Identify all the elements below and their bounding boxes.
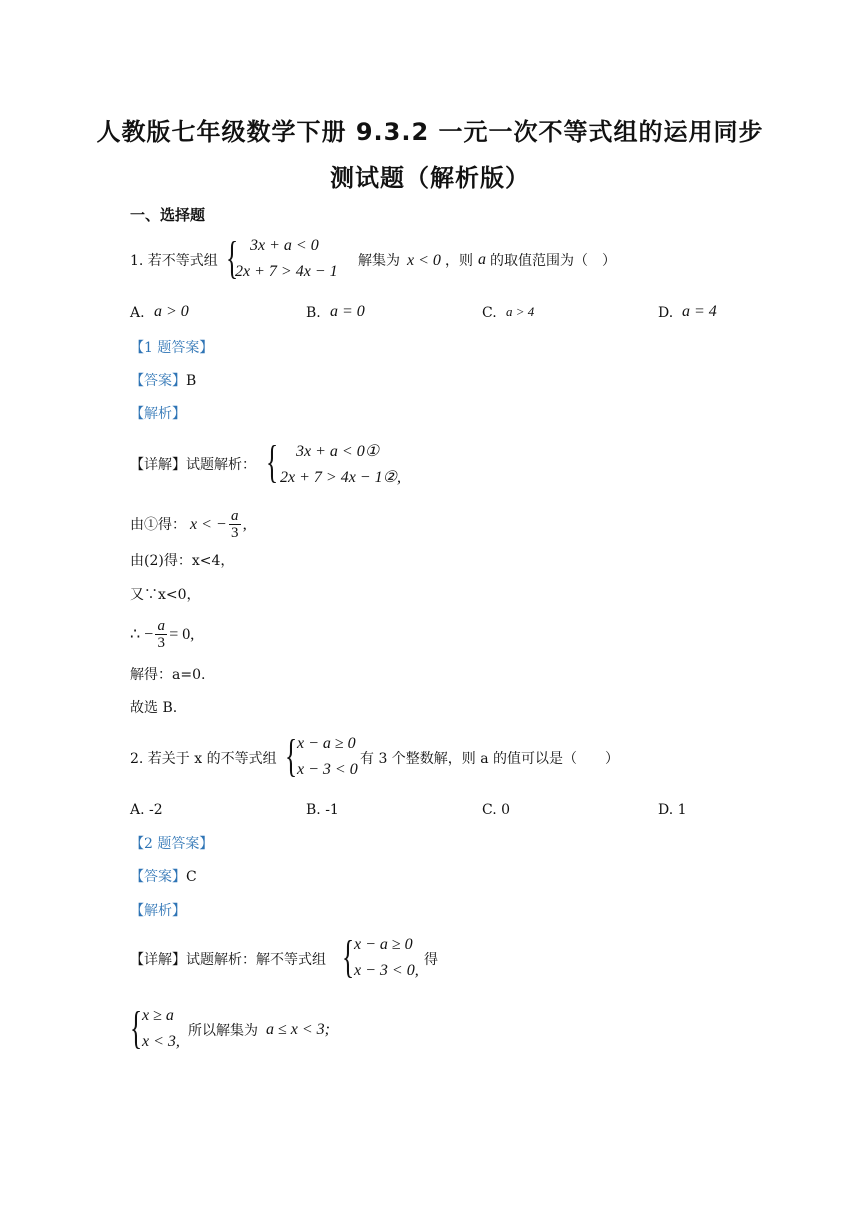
q2-analysis-tag: 【解析】: [130, 903, 186, 919]
q1-option-d-label: D.: [658, 305, 674, 321]
q2-sys-line1: x − a ≥ 0: [297, 735, 356, 752]
q2-answer-line: [130, 866, 197, 886]
q1-option-b-label: B.: [306, 305, 321, 321]
q1-option-c-value: a > 4: [506, 304, 535, 319]
q1-step3: 又∵x<0，: [130, 587, 201, 603]
q2-detail-brace: {: [342, 931, 355, 982]
q2-brace: {: [285, 730, 298, 781]
q2-option-d: [658, 800, 687, 820]
q1-step1-num: a: [230, 508, 239, 524]
q2-detail-tag: 【详解】: [130, 952, 186, 968]
q1-option-d-value: a = 4: [682, 303, 717, 320]
q1-mid2: ，则: [445, 253, 473, 269]
q2-result-sys1: x ≥ a: [142, 1007, 174, 1024]
q1-sys-line2: 2x + 7 > 4x − 1: [235, 263, 338, 280]
q1-detail-brace: {: [266, 436, 279, 487]
q2-detail-tail: 得: [424, 952, 438, 968]
q1-step1: [130, 508, 247, 541]
q1-step1-den: 3: [230, 525, 239, 541]
q1-option-a-label: A.: [130, 305, 145, 321]
q2-answer-value: C: [186, 869, 197, 885]
q1-step6: 故选 B.: [130, 700, 178, 716]
section-heading: 一、选择题: [130, 206, 206, 224]
q1-cond: x < 0: [407, 252, 441, 269]
q1-step4-rhs: = 0,: [169, 625, 195, 643]
q2-prefix: 2. 若关于 x 的不等式组: [130, 751, 277, 767]
q1-step1-tail: ,: [242, 515, 247, 533]
q2-option-a-value: -2: [149, 802, 163, 818]
q1-option-a-value: a > 0: [154, 303, 189, 320]
q2-option-b: [306, 800, 339, 820]
q1-step1-text: 由①得：: [130, 516, 186, 533]
q1-detail-sys2: 2x + 7 > 4x − 1②,: [280, 469, 401, 486]
q1-step4-fraction: [155, 618, 167, 651]
q1-brace: {: [226, 232, 239, 283]
q2-answer-header: 【2 题答案】: [130, 836, 214, 852]
q1-step4-num: a: [157, 618, 165, 634]
q1-suffix: 的取值范围为（ ）: [490, 253, 616, 269]
q1-option-c-label: C.: [482, 305, 497, 321]
q1-step1-fraction: [229, 508, 241, 541]
q1-answer-line: [130, 370, 196, 390]
q2-option-d-value: 1: [677, 802, 687, 818]
q2-detail-sys2: x − 3 < 0,: [354, 962, 419, 979]
q1-step1-lhs: x < −: [190, 515, 227, 533]
q2-result-math: a ≤ x < 3;: [266, 1021, 331, 1038]
q2-sys-line2: x − 3 < 0: [297, 761, 358, 778]
document-title-line2: 测试题（解析版）: [330, 164, 530, 192]
q1-step4: [130, 618, 194, 651]
q2-suffix: 有 3 个整数解，则 a 的值可以是（ ）: [360, 751, 620, 767]
q2-option-a: [130, 800, 163, 820]
document-title-line1: 人教版七年级数学下册 9.3.2 一元一次不等式组的运用同步: [96, 118, 764, 146]
q2-option-a-label: A.: [130, 802, 145, 818]
q1-var: a: [478, 251, 486, 268]
q1-step4-den: 3: [157, 635, 165, 651]
q2-detail-sys1: x − a ≥ 0: [354, 936, 413, 953]
q2-option-c-label: C.: [482, 802, 497, 818]
q2-detail-line: [130, 950, 326, 970]
q1-prefix: 1. 若不等式组: [130, 253, 218, 269]
q1-step2: 由(2)得：x<4，: [130, 553, 235, 569]
q1-step5: 解得：a=0.: [130, 667, 206, 683]
q2-option-b-label: B.: [306, 802, 321, 818]
q2-result-text: 所以解集为: [188, 1023, 258, 1039]
q2-option-c-value: 0: [501, 802, 511, 818]
q1-answer-tag: 【答案】: [130, 373, 186, 389]
q1-detail-text: 试题解析：: [186, 457, 256, 473]
q2-detail-text: 试题解析：解不等式组: [186, 952, 326, 968]
q1-detail-sys1: 3x + a < 0①: [296, 443, 380, 460]
q1-step4-lhs: ∴ −: [130, 625, 154, 643]
q2-option-d-label: D.: [658, 802, 674, 818]
q1-option-b-value: a = 0: [330, 303, 365, 320]
q1-detail-line: [130, 455, 256, 475]
q1-sys-line1: 3x + a < 0: [250, 237, 319, 254]
q2-answer-tag: 【答案】: [130, 869, 186, 885]
q1-analysis-tag: 【解析】: [130, 406, 186, 422]
q2-result-brace: {: [130, 1002, 143, 1053]
q2-option-b-value: -1: [325, 802, 339, 818]
q2-option-c: [482, 800, 510, 820]
q1-answer-value: B: [186, 373, 197, 389]
q2-result-sys2: x < 3,: [142, 1033, 180, 1050]
q1-answer-header: 【1 题答案】: [130, 340, 214, 356]
q1-detail-tag: 【详解】: [130, 457, 186, 473]
q1-mid: 解集为: [358, 253, 400, 269]
